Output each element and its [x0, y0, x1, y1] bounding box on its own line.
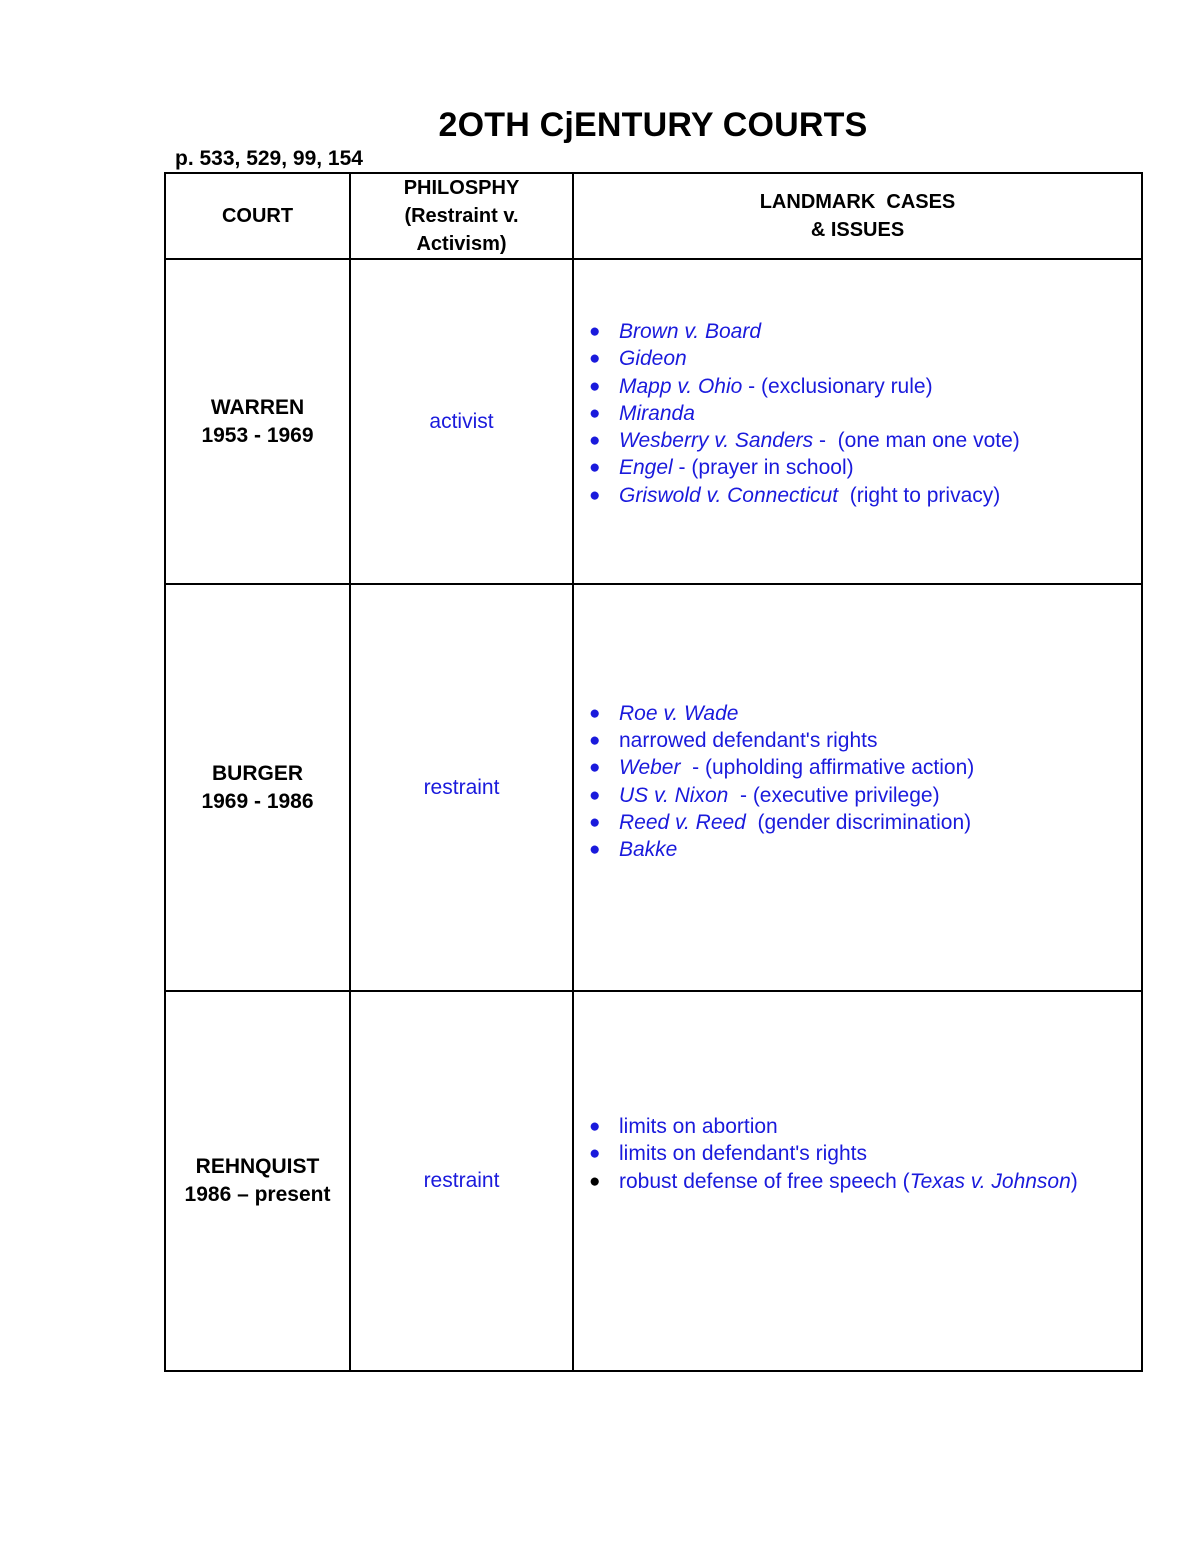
case-item — [589, 427, 1141, 454]
bullet-icon: ● — [589, 320, 601, 342]
separator — [838, 484, 850, 507]
court-cell — [165, 584, 350, 991]
table-header-row — [165, 173, 1142, 259]
case-note: narrowed defendant's rights — [619, 728, 878, 752]
bullet-icon: ● — [589, 839, 601, 861]
header-cases-line: & ISSUES — [810, 219, 905, 241]
philosophy-cell: activist — [350, 259, 573, 584]
bullet-icon: ● — [589, 757, 601, 779]
court-cell — [165, 259, 350, 584]
bullet-icon: ● — [589, 457, 601, 479]
cases-cell — [573, 584, 1142, 991]
bullet-icon: ● — [589, 811, 601, 833]
philosophy-cell: restraint — [350, 584, 573, 991]
bullet-icon: ● — [589, 702, 601, 724]
case-name: Miranda — [619, 401, 695, 425]
bullet-icon: ● — [589, 375, 601, 397]
header-cases-line: LANDMARK CASES — [759, 191, 956, 213]
header-philosophy-line: (Restraint v. — [404, 205, 519, 227]
case-item — [589, 400, 1141, 427]
case-name: Engel — [619, 456, 673, 480]
court-years: 1986 – present — [184, 1183, 331, 1206]
case-name: Roe v. Wade — [619, 701, 739, 725]
header-philosophy-line: PHILOSPHY — [403, 177, 520, 199]
case-note: (upholding affirmative action) — [704, 756, 975, 780]
cases-cell — [573, 259, 1142, 584]
case-item — [589, 1168, 1141, 1195]
case-item — [589, 700, 1141, 727]
case-list — [574, 318, 1141, 509]
bullet-icon: ● — [589, 1116, 601, 1138]
bullet-icon: ● — [589, 784, 601, 806]
case-name: Reed v. Reed — [619, 810, 746, 834]
case-note: (executive privilege) — [752, 783, 940, 807]
table-row-rehnquist — [165, 991, 1142, 1371]
case-note: (right to privacy) — [849, 483, 1001, 507]
case-item — [589, 809, 1141, 836]
page-references: p. 533, 529, 99, 154 — [175, 147, 363, 170]
case-item — [589, 1113, 1141, 1140]
separator: - — [672, 456, 692, 480]
case-name: Mapp v. Ohio — [619, 374, 743, 398]
bullet-icon: ● — [589, 484, 601, 506]
case-note: (gender discrimination) — [757, 810, 972, 834]
case-item — [589, 373, 1141, 400]
bullet-icon: ● — [589, 402, 601, 424]
case-name: Bakke — [619, 838, 678, 862]
philosophy-cell: restraint — [350, 991, 573, 1371]
courts-table — [164, 172, 1143, 1372]
case-note: (one man one vote) — [837, 429, 1020, 453]
case-item — [589, 727, 1141, 754]
case-note: robust defense of free speech ( — [619, 1169, 910, 1193]
header-cases — [573, 173, 1142, 259]
case-name: Weber — [619, 756, 681, 780]
header-court: COURT — [165, 173, 350, 259]
separator: - — [742, 374, 762, 398]
case-name: Griswold v. Connecticut — [619, 483, 839, 507]
court-years: 1969 - 1986 — [201, 789, 314, 813]
case-name: Gideon — [619, 347, 687, 371]
case-name: Wesberry v. Sanders — [619, 429, 814, 453]
separator — [746, 811, 758, 834]
case-note: (prayer in school) — [691, 456, 854, 480]
case-note: limits on defendant's rights — [619, 1142, 867, 1166]
table-row-burger — [165, 584, 1142, 991]
header-philosophy-line: Activism) — [416, 233, 507, 255]
bullet-icon: ● — [589, 729, 601, 751]
header-philosophy — [350, 173, 573, 259]
cases-cell — [573, 991, 1142, 1371]
case-note: ) — [1070, 1169, 1078, 1193]
case-name: US v. Nixon — [619, 783, 729, 807]
case-item — [589, 782, 1141, 809]
bullet-icon: ● — [589, 1143, 601, 1165]
case-item — [589, 754, 1141, 781]
court-name: REHNQUIST — [195, 1155, 320, 1178]
court-name: BURGER — [211, 761, 303, 785]
case-item — [589, 454, 1141, 481]
case-item — [589, 318, 1141, 345]
case-item — [589, 482, 1141, 509]
court-years: 1953 - 1969 — [201, 423, 314, 447]
bullet-icon: ● — [589, 430, 601, 452]
case-note: limits on abortion — [619, 1115, 778, 1139]
separator: - — [813, 429, 838, 453]
court-name: WARREN — [210, 395, 305, 419]
case-name: Texas v. Johnson — [909, 1169, 1071, 1193]
table-row-warren — [165, 259, 1142, 584]
case-note: (exclusionary rule) — [761, 374, 933, 398]
separator: - — [680, 756, 705, 780]
case-item — [589, 836, 1141, 863]
court-cell — [165, 991, 350, 1371]
document-title: 2OTH CjENTURY COURTS — [438, 106, 868, 144]
case-list — [574, 1113, 1141, 1195]
case-item — [589, 1140, 1141, 1167]
case-list — [574, 700, 1141, 864]
separator: - — [728, 783, 753, 807]
bullet-icon: ● — [589, 348, 601, 370]
case-item — [589, 345, 1141, 372]
case-name: Brown v. Board — [619, 319, 762, 343]
bullet-icon: ● — [589, 1170, 601, 1192]
